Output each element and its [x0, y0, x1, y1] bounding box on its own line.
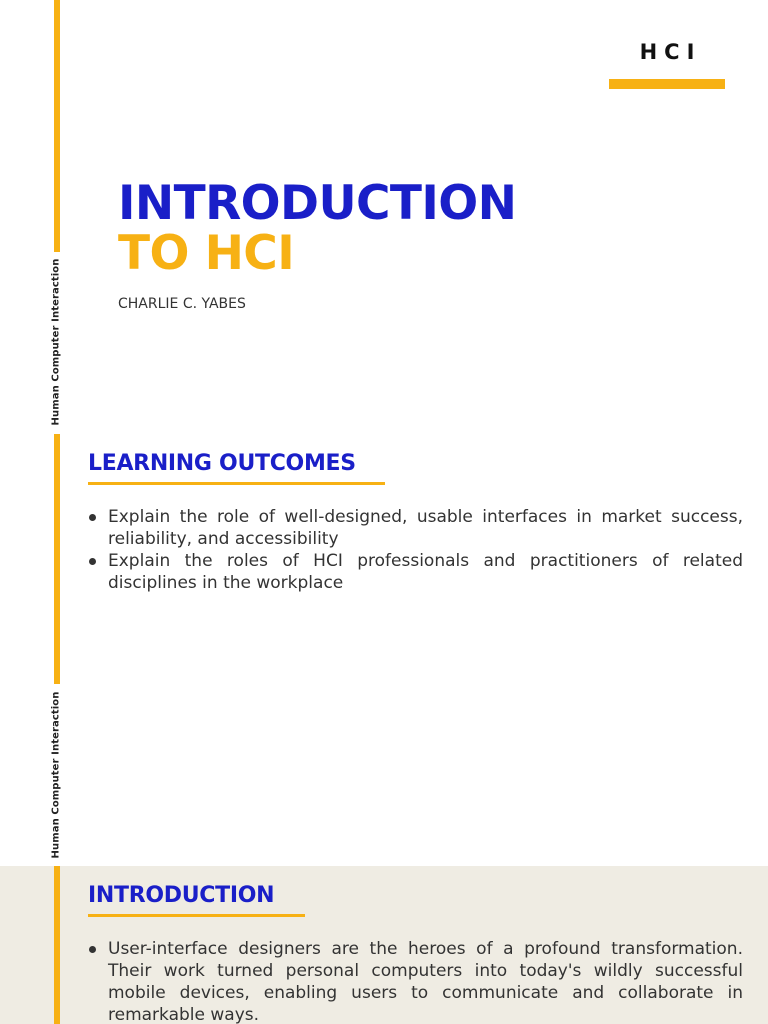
author-name: CHARLIE C. YABES: [118, 296, 246, 312]
side-accent-bar-2: [54, 434, 60, 684]
introduction-heading: INTRODUCTION: [88, 883, 275, 908]
learning-outcomes-underline: [88, 482, 385, 485]
learning-outcomes-heading: LEARNING OUTCOMES: [88, 451, 356, 476]
side-accent-bar-1: [54, 0, 60, 252]
page-title-line-1: INTRODUCTION: [118, 176, 517, 231]
side-label-1: Human Computer Interaction: [50, 258, 62, 426]
page-title-line-2: TO HCI: [118, 226, 295, 281]
side-label-2: Human Computer Interaction: [50, 691, 62, 859]
list-item: Explain the role of well-designed, usable interfaces in market success, reliability, and accessibility: [88, 506, 743, 550]
hci-badge-underline: [609, 79, 725, 89]
introduction-list: [88, 938, 743, 1024]
introduction-underline: [88, 914, 305, 917]
list-item: Explain the roles of HCI professionals and practitioners of related disciplines in the workplace: [88, 550, 743, 594]
list-item: User-interface designers are the heroes of a profound transformation. Their work turned personal computers into today's wildly successful mobile devices, enabling users to communicate and collaborate in remarkable ways.: [88, 938, 743, 1024]
hci-badge: HCI: [639, 40, 702, 64]
learning-outcomes-list: [88, 506, 743, 594]
side-accent-bar-3: [54, 866, 60, 1024]
